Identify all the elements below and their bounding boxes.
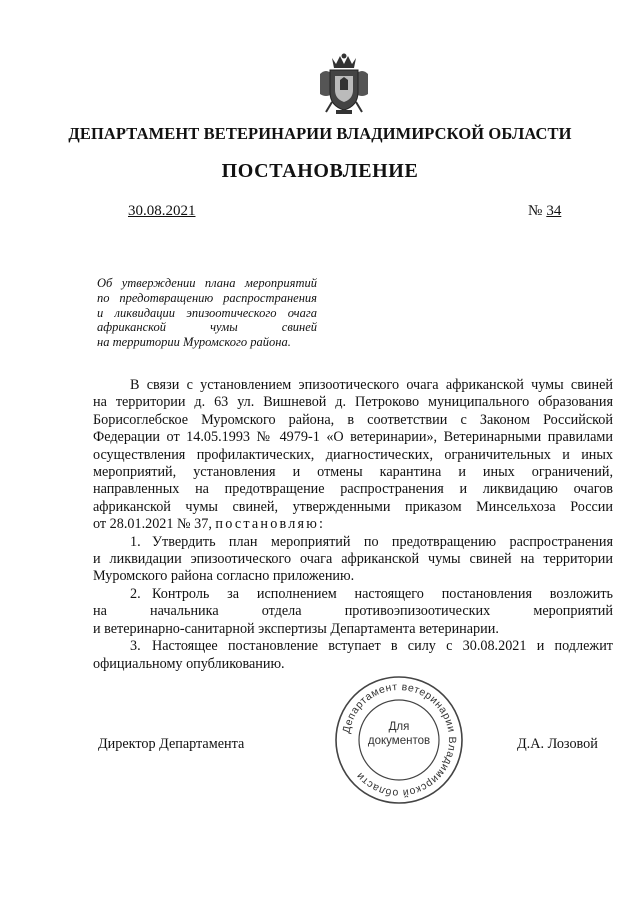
body-line: и ветеринарно-санитарной экспертизы Департамента ветеринарии. — [93, 620, 499, 637]
document-subject — [97, 276, 317, 350]
body-line: Борисоглебское Муромского района, в соответствии с Законом Российской — [93, 411, 613, 428]
body-line-text: от 28.01.2021 № 37, — [93, 516, 212, 533]
item-text: Настоящее постановление вступает в силу с 30.08.2021 и подлежит — [152, 638, 613, 655]
body-line: В связи с установлением эпизоотического очага африканской чумы свиней — [130, 377, 613, 393]
item-text: Утвердить план мероприятий по предотвращению распространения — [152, 533, 613, 550]
item-number: 3. — [130, 638, 141, 655]
number-value: 34 — [546, 203, 562, 219]
stamp-ring-text: Департамент ветеринарии Владимирской области — [340, 680, 459, 800]
subject-line: Об утверждении плана мероприятий — [97, 276, 317, 290]
list-item — [93, 638, 613, 655]
body-line: на начальника отдела противоэпизоотических мероприятий — [93, 603, 613, 620]
list-item — [93, 534, 613, 551]
item-number: 1. — [130, 533, 141, 550]
subject-line: африканской чумы свиней — [97, 320, 317, 335]
stamp-center — [351, 720, 447, 748]
subject-line: и ликвидации эпизоотического очага — [97, 305, 317, 320]
department-title: ДЕПАРТАМЕНТ ВЕТЕРИНАРИИ ВЛАДИМИРСКОЙ ОБЛАСТИ — [68, 124, 572, 143]
coat-of-arms-icon — [318, 52, 370, 116]
document-type: ПОСТАНОВЛЕНИЕ — [221, 160, 419, 182]
body-line: африканской чумы свиней, утвержденными приказом Минсельхоза России — [93, 498, 613, 515]
item-number: 2. — [130, 585, 141, 602]
subject-line: по предотвращению распространения — [97, 290, 317, 305]
body-line: и ликвидации эпизоотического очага африканской чумы свиней на территории — [93, 551, 613, 568]
document-number — [528, 203, 561, 220]
subject-line: на территории Муромского района. — [97, 335, 291, 350]
body-line: официальному опубликованию. — [93, 655, 285, 672]
resolve-word: постановляю: — [215, 516, 326, 533]
body-line: на территории д. 63 ул. Вишневой д. Петроково муниципального образования — [93, 394, 613, 411]
body-line: направленных на предотвращение распространения и ликвидацию очагов — [93, 481, 613, 498]
signatory-name: Д.А. Лозовой — [517, 736, 598, 752]
stamp-center-line: документов — [367, 735, 431, 747]
body-line — [93, 516, 613, 533]
number-label: № — [528, 203, 543, 219]
body-line: мероприятий, установления и отмены карантина и иных ограничений, — [93, 464, 613, 481]
body-line: Федерации от 14.05.1993 № 4979-1 «О ветеринарии», Ветеринарными правилами — [93, 429, 613, 446]
stamp-center-line: Для — [388, 721, 410, 733]
body-line: Муромского района согласно приложению. — [93, 568, 355, 585]
document-date: 30.08.2021 — [128, 203, 196, 219]
signatory-position: Директор Департамента — [98, 736, 245, 752]
list-item — [93, 586, 613, 603]
document-body — [93, 377, 613, 673]
item-text: Контроль за исполнением настоящего постановления возложить — [152, 585, 613, 602]
body-line: осуществления профилактических, диагностических, ограничительных и иных — [93, 446, 613, 463]
